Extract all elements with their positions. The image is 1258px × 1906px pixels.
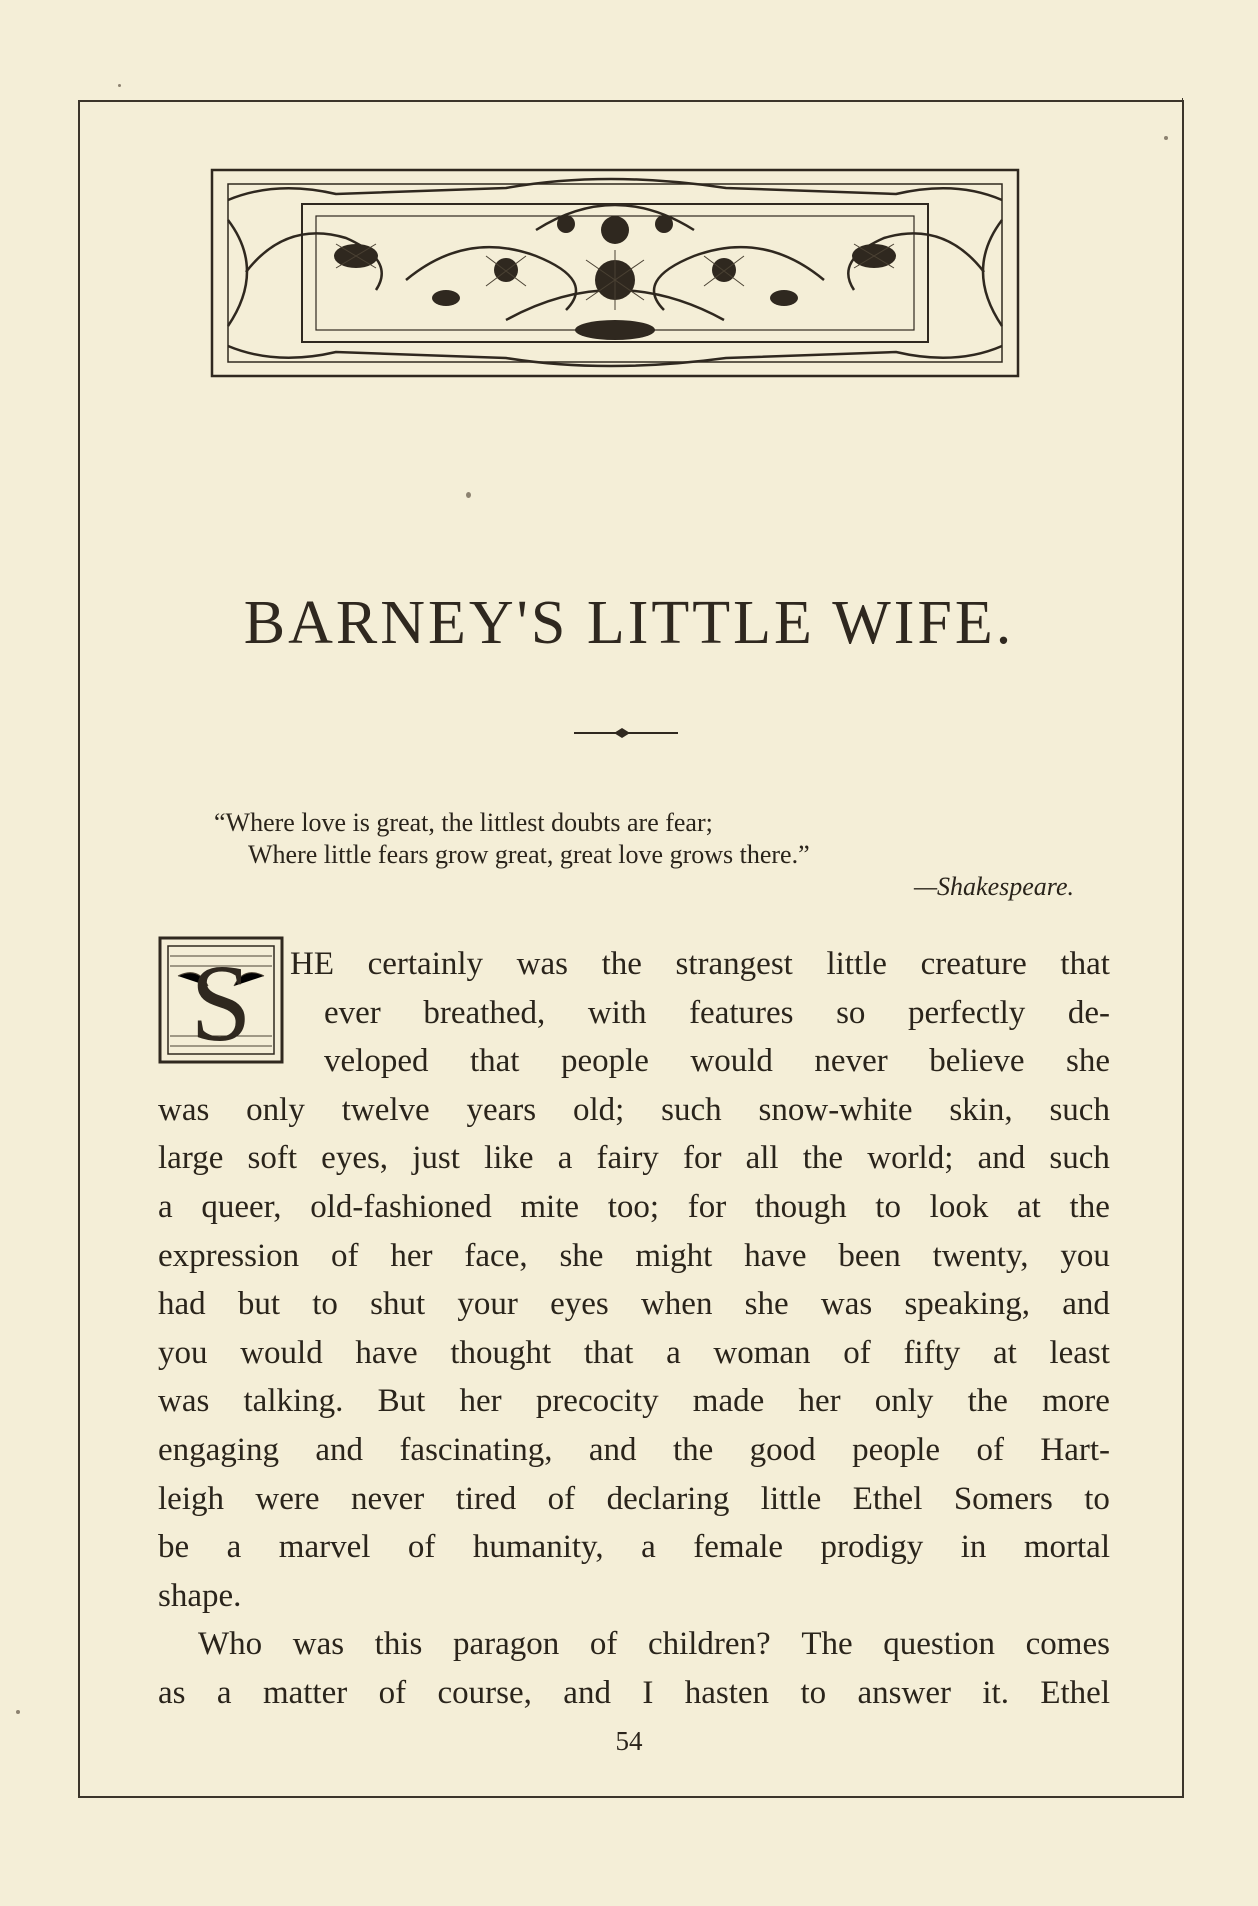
body-line: engaging and fascinating, and the good people of Hart-	[158, 1432, 1110, 1468]
body-line: shape.	[158, 1577, 242, 1614]
body-line: had but to shut your eyes when she was speaking, and	[158, 1286, 1110, 1323]
body-line: Who was this paragon of children? The question comes	[198, 1626, 1110, 1663]
paper-speck	[1164, 136, 1168, 140]
paper-speck	[118, 84, 121, 87]
body-line: was only twelve years old; such snow-white skin, such	[158, 1091, 1110, 1128]
body-line: was talking. But her precocity made her only the more	[158, 1383, 1110, 1420]
title-divider-ornament	[574, 726, 678, 740]
epigraph-line-1: “Where love is great, the littlest doubts are fear;	[214, 808, 713, 837]
body-line: a queer, old-fashioned mite too; for though to look at the	[158, 1189, 1110, 1225]
body-line: leigh were never tired of declaring little Ethel Somers to	[158, 1480, 1110, 1517]
border-mark	[1182, 98, 1183, 128]
body-line: veloped that people would never believe she	[324, 1043, 1110, 1080]
ornamental-headpiece	[206, 160, 1024, 386]
epigraph-attribution: —Shakespeare.	[913, 872, 1074, 901]
paper-speck	[16, 1710, 20, 1714]
body-line: large soft eyes, just like a fairy for all the world; and such	[158, 1140, 1110, 1177]
body-line: expression of her face, she might have been twenty, you	[158, 1237, 1110, 1274]
chapter-title: BARNEY'S LITTLE WIFE.	[243, 589, 1015, 657]
paper-speck	[466, 492, 471, 498]
page-number: 54	[615, 1726, 643, 1756]
body-line: HE certainly was the strangest little creature that	[290, 946, 1110, 982]
drop-cap-letter: S	[190, 942, 252, 1064]
epigraph-line-2: Where little fears grow great, great love grows there.”	[248, 840, 810, 869]
body-line: you would have thought that a woman of fifty at least	[158, 1334, 1110, 1371]
body-line: as a matter of course, and I hasten to answer it. Ethel	[158, 1675, 1110, 1711]
body-line: be a marvel of humanity, a female prodigy in mortal	[158, 1529, 1110, 1566]
drop-cap-initial	[158, 936, 284, 1064]
body-line: ever breathed, with features so perfectly de-	[324, 994, 1110, 1031]
